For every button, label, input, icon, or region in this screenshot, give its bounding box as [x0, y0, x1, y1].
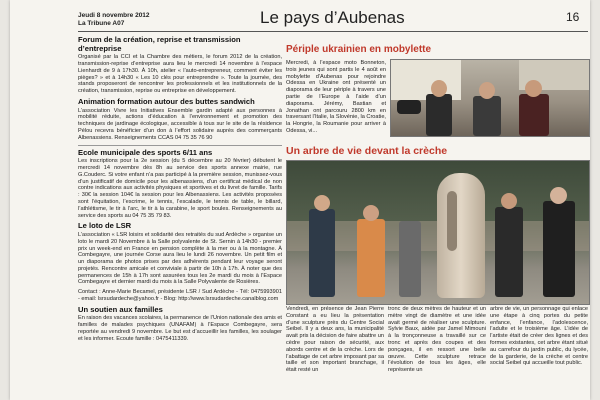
article-body: Organisé par la CCI et la Chambre des métiers, le forum 2012 de la création, transmission-reprise d’entreprise aura lieu le mercredi 14 novembre à l’espace Lienhardt de 9 à 17h30. À 10h, atelier « l’auto-entrepreneur, comment éviter les pièges? » et à 14h30 « Les 10 clés pour entreprendre ». Toute la journée, des stands proposeront de rencontrer les professionnels et les institutionnels de la création, transmission, reprise ou entreprise en développement.: [78, 54, 282, 95]
article-body: Les inscriptions pour la 2e session (du 5 décembre au 20 février) débutent le mercredi 14 novembre dès 8h au service des sports annexe mairie, rue G.Couderc. Si votre enfant n’a pas participé à la première session, munissez-vous d’un justificatif de domicile pour les albenassiens, d’un certificat médical de non contre indications aux activités physiques et sportives et du livret de famille. Tarifs : 30€ la session 104€ la session pour les Albenassiens. Les activités proposées sont l’équitation, l’escrime, le tennis, l’escalade, le tennis de table, le billard, l’athlétisme, le tir à l’arc, le tir à la carabine, le sport boules. Renseignements au service des sports au 04 75 35 79 83.: [78, 158, 282, 219]
article-body: L’association Vivre les Initiatives Ensemble gardin adapté aux personnes à mobilité réduite, actions d’éducation à l’environnement et promotion des techniques de jardinage écologique, accessible à tous sur le site de la résidence Pélou recevra bénéficier d’un don à l’effort solidaire auprès des commerçants Albenassiens. Renseignements CCAS 04 75 35 76 90: [78, 107, 282, 141]
article-title: Ecole municipale des sports 6/11 ans: [78, 147, 213, 157]
arbre-headline: Un arbre de vie devant la crèche: [286, 145, 448, 157]
article-title: Forum de la création, reprise et transmission d’entreprise: [78, 36, 241, 53]
arbre-caption-col1: Vendredi, en présence de Jean Pierre Constant a eu lieu la présentation d’une sculpture près du Centre Social Seibel. Il y a deux ans, la municipalité avait pris la décision de faire abattre un cèdre pour raison de sécurité, aux abords centre et de la crèche. Lors de l’abattage de cet arbre imposant par sa taille et son important branchage, il était resté un: [286, 306, 384, 374]
header-rule: [78, 31, 588, 32]
divider: [78, 145, 282, 146]
arbre-caption-col3: arbre de vie, un personnage qui enlace une étape à cinq portes du petite enfance, l’enfance, l’adolescence, l’adulte et le troisième âge. L’idée de l’artiste était de créer des lignes et des formes existantes, cet arbre étant situé au carrefour du jardin public, du lycée, de la garderie, de la crèche et centre social Seibel qui accueille tout public.: [490, 306, 588, 367]
arbre-caption-col2: tronc de deux mètres de hauteur et un mètre vingt de diamètre et une idée avait germé de réaliser une sculpture. Sylvie Baux, aidée par Jamel Mimouni à la tronçonneuse a travaillé sur ce tronc et après des coupes et des ponçages, il en ressort une belle œuvre. Cette sculpture retrace l’évolution de tous les âges, elle représente un: [388, 306, 486, 374]
left-column: [78, 36, 282, 400]
periple-body: Mercredi, à l’espace moto Bonneton, trois jeunes qui sont partis le 4 août en mobylette d’Aubenas pour rejoindre Odessa en Ukraine ont présenté un diaporama de leur périple à travers une partie de l’Europe à l’aide d’un diaporama. Jérémy, Bastian et Jonathan ont parcouru 2800 km en traversant l’Italie, la Slovénie, la Croatie, la Hongrie, la Roumanie pour arriver à Odessa, vi...: [286, 60, 386, 134]
arbre-photo: [286, 160, 590, 305]
article-title: Animation formation autour des buttes sandwich: [78, 96, 255, 106]
periple-headline: Périple ukrainien en mobylette: [286, 44, 432, 55]
article-sports: [78, 149, 282, 220]
article-title: Le loto de LSR: [78, 221, 132, 231]
article-loto: [78, 222, 282, 303]
article-soutien: [78, 306, 282, 343]
section-title: Le pays d’Aubenas: [260, 8, 405, 27]
page-number: 16: [566, 10, 580, 24]
header-dateline: [78, 12, 150, 28]
article-body: En raison des vacances scolaires, la permanence de l’Union nationale des amis et familles de malades psychiques (UNAFAM) à l’Espace Combegayre, sera reportée au vendredi 9 novembre. Le but est d’accueillir les familles, les soulager et les informer. Ecoute famille : 0475411339.: [78, 315, 282, 342]
article-forum: [78, 36, 282, 95]
newspaper-page: [10, 0, 590, 400]
article-body: L’association « LSR loisirs et solidarité des retraités du sud Ardèche » organise un loto le mardi 20 Novembre à la Salle polyvalente de St. Sernin à 14h30 - premier prix un week-end en France en pension complète à la mer ou à la montagne. À Combegayre, une journée Corse aura lieu le lundi 26 novembre. Un petit film et un diaporama de photos prises par des adhérents pendant leur voyage seront projetés. Rencontre amicale et conviviale à partir de 10h à 17h. À noter que des permanences de 15h à 17h sont assurées tous les 2e mardi du mois à l’Espace Combegayre et dernier mardi du mois à la Salle Polyvalente de Rosières.: [78, 231, 282, 286]
article-title: Un soutien aux familles: [78, 304, 163, 314]
periple-photo: [390, 59, 590, 137]
article-animation: [78, 98, 282, 142]
header-edition: La Tribune A07: [78, 20, 125, 27]
header-date: Jeudi 8 novembre 2012: [78, 12, 150, 19]
article-contact: Contact : Anne-Marie Becamel, présidente LSR / Sud Ardèche - Tél: 0475993901 - email: lsrsudardeche@yahoo.fr - Blog: http://www.lsrsudardeche.canalblog.com: [78, 289, 282, 303]
